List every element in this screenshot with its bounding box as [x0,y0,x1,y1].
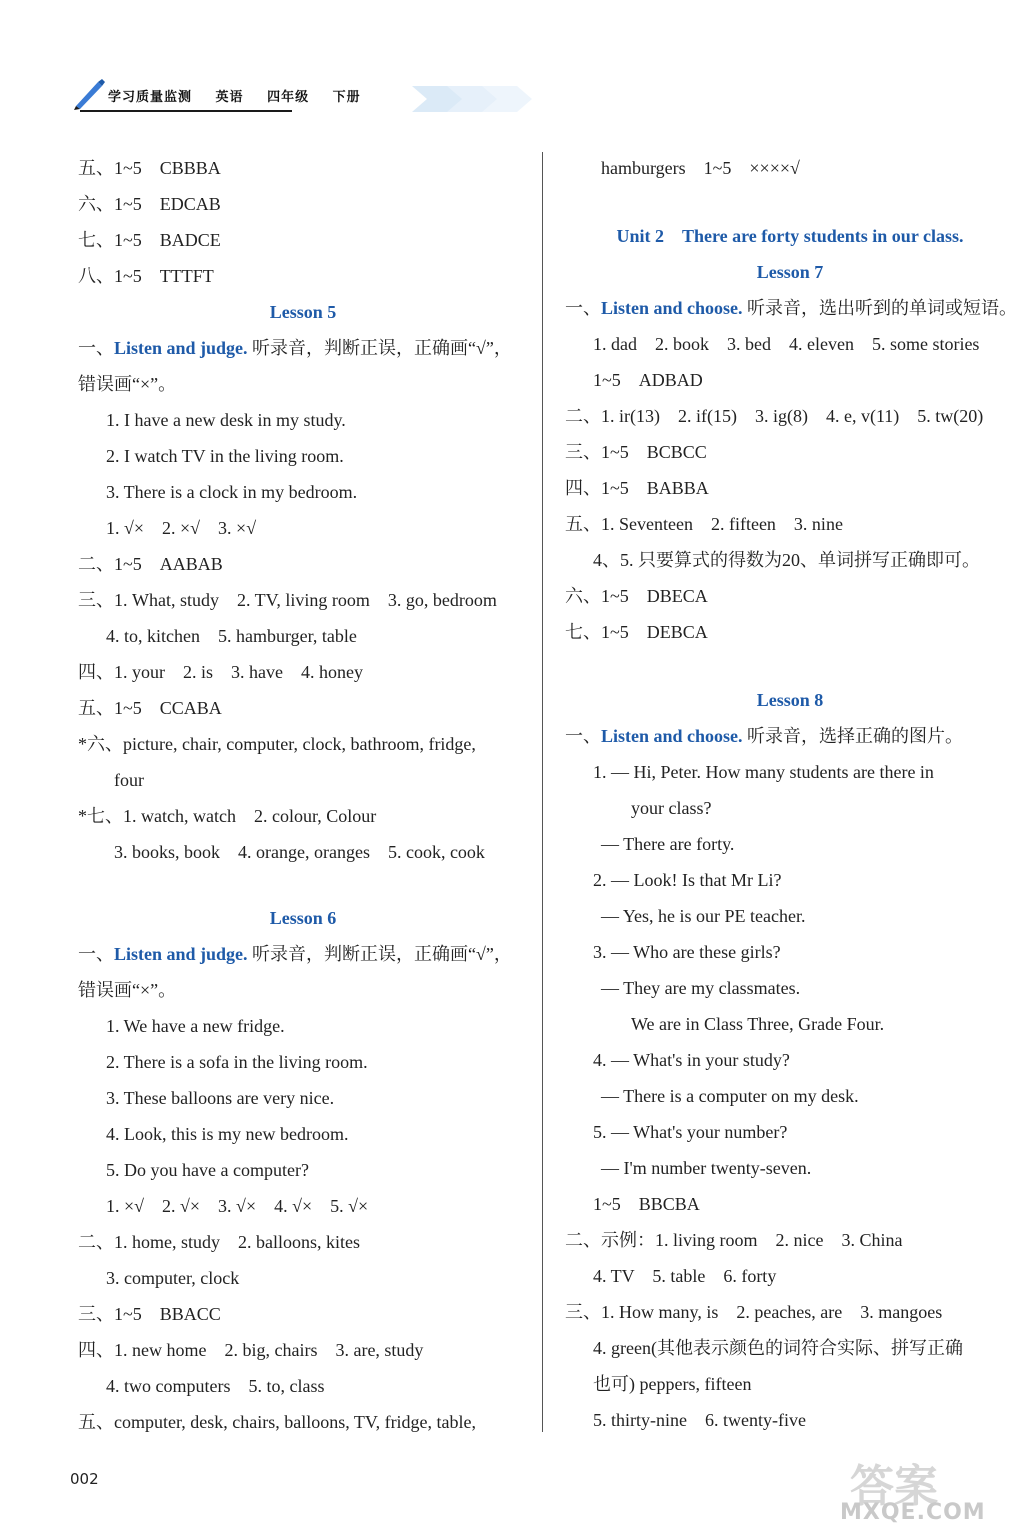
answer-line: 也可) peppers, fifteen [593,1374,752,1394]
arrow-decoration-icon [412,84,562,114]
answer-line: 4、5. 只要算式的得数为20、单词拼写正确即可。 [593,550,980,570]
answer-line: 六、1~5 EDCAB [78,194,221,214]
watermark-logo [840,1450,1020,1530]
answer-line: hamburgers 1~5 ××××√ [601,158,800,178]
answer-line: 错误画“×”。 [78,980,177,1000]
answer-line: — Yes, he is our PE teacher. [601,906,806,926]
section-heading: Lesson 8 [756,690,824,710]
answer-line: 二、1~5 AABAB [78,554,223,574]
answer-line: 错误画“×”。 [78,374,177,394]
answer-line: 4. — What's in your study? [593,1050,790,1070]
instruction-label: Listen and judge. [114,338,248,358]
answer-line: 3. computer, clock [106,1268,240,1288]
answer-line: 七、1~5 BADCE [78,230,221,250]
answer-line: 5. — What's your number? [593,1122,788,1142]
answer-line: your class? [631,798,712,818]
answer-line: 4. TV 5. table 6. forty [593,1266,777,1286]
instruction-label: Listen and judge. [114,944,248,964]
answer-line: 4. green(其他表示颜色的词符合实际、拼写正确 [593,1338,963,1358]
answer-line: *七、1. watch, watch 2. colour, Colour [78,806,377,826]
header-grade: 四年级 [267,90,310,105]
answer-line: 五、1. Seventeen 2. fifteen 3. nine [565,514,843,534]
answer-line: — They are my classmates. [601,978,801,998]
answer-line: 3. — Who are these girls? [593,942,781,962]
right-column [565,150,1018,1438]
answer-line: 一、Listen and judge. 听录音，判断正误，正确画“√”， [78,944,512,964]
answer-line: 三、1. How many, is 2. peaches, are 3. mangoes [565,1302,943,1322]
pen-icon [72,78,106,110]
watermark-glyph: 答案 [850,1462,938,1511]
answer-line: 八、1~5 TTTFT [78,266,214,286]
answer-line: We are in Class Three, Grade Four. [631,1014,885,1034]
section-heading: Unit 2 There are forty students in our class. [616,226,964,246]
spacer [565,186,1015,218]
answer-line: 一、Listen and choose. 听录音，选择正确的图片。 [565,726,964,746]
answer-line: 二、1. home, study 2. balloons, kites [78,1232,360,1252]
answer-line: 4. two computers 5. to, class [106,1376,325,1396]
watermark-text: MXQE.COM [840,1500,986,1525]
answer-line: 1. √× 2. ×√ 3. ×√ [106,518,257,538]
answer-line: 1~5 ADBAD [593,370,703,390]
answer-line: 四、1. your 2. is 3. have 4. honey [78,662,363,682]
answer-line: 3. There is a clock in my bedroom. [106,482,358,502]
answer-line: — I'm number twenty-seven. [601,1158,812,1178]
answer-line: 五、1~5 CBBBA [78,158,221,178]
page-number: 002 [70,1470,99,1488]
header-volume: 下册 [332,90,361,105]
answer-line: 5. thirty-nine 6. twenty-five [593,1410,806,1430]
answer-line: 1. We have a new fridge. [106,1016,285,1036]
answer-line: 六、1~5 DBECA [565,586,708,606]
answer-line: 2. I watch TV in the living room. [106,446,344,466]
answer-line: 五、1~5 CCABA [78,698,222,718]
answer-line: 5. Do you have a computer? [106,1160,309,1180]
instruction-label: Listen and choose. [601,726,743,746]
section-heading: Lesson 7 [756,262,824,282]
column-divider [542,152,543,1432]
answer-line: 二、1. ir(13) 2. if(15) 3. ig(8) 4. e, v(11) 5. tw(20) [565,406,984,426]
answer-line: 一、Listen and judge. 听录音，判断正误，正确画“√”， [78,338,512,358]
answer-line: 四、1. new home 2. big, chairs 3. are, study [78,1340,424,1360]
answer-line: — There is a computer on my desk. [601,1086,859,1106]
header-subject: 英语 [215,90,244,105]
answer-line: 1. dad 2. book 3. bed 4. eleven 5. some stories [593,334,980,354]
section-heading: Lesson 5 [269,302,337,322]
answer-line: 3. These balloons are very nice. [106,1088,335,1108]
instruction-label: Listen and choose. [601,298,743,318]
answer-line: 3. books, book 4. orange, oranges 5. cook, cook [114,842,485,862]
answer-line: 一、Listen and choose. 听录音，选出听到的单词或短语。 [565,298,1018,318]
answer-line: 二、示例：1. living room 2. nice 3. China [565,1230,903,1250]
spacer [78,870,528,900]
answer-line: 1~5 BBCBA [593,1194,700,1214]
left-column [78,150,528,1440]
answer-line: 2. — Look! Is that Mr Li? [593,870,782,890]
answer-line: four [114,770,144,790]
answer-line: 七、1~5 DEBCA [565,622,708,642]
answer-line: 4. to, kitchen 5. hamburger, table [106,626,357,646]
answer-line: 4. Look, this is my new bedroom. [106,1124,349,1144]
header-series: 学习质量监测 [108,90,193,105]
answer-line: 1. I have a new desk in my study. [106,410,346,430]
answer-line: 三、1. What, study 2. TV, living room 3. go, bedroom [78,590,497,610]
header-rule [80,110,292,112]
answer-line: — There are forty. [601,834,735,854]
answer-line: 三、1~5 BBACC [78,1304,221,1324]
spacer [565,650,1015,682]
answer-line: 1. ×√ 2. √× 3. √× 4. √× 5. √× [106,1196,369,1216]
answer-line: 2. There is a sofa in the living room. [106,1052,368,1072]
answer-line: *六、picture, chair, computer, clock, bathroom, fridge, [78,734,476,754]
page-header [72,78,492,114]
answer-line: 三、1~5 BCBCC [565,442,707,462]
answer-line: 四、1~5 BABBA [565,478,709,498]
header-text [108,86,379,105]
section-heading: Lesson 6 [269,908,337,928]
answer-line: 五、computer, desk, chairs, balloons, TV, fridge, table, [78,1412,477,1432]
answer-line: 1. — Hi, Peter. How many students are there in [593,762,934,782]
